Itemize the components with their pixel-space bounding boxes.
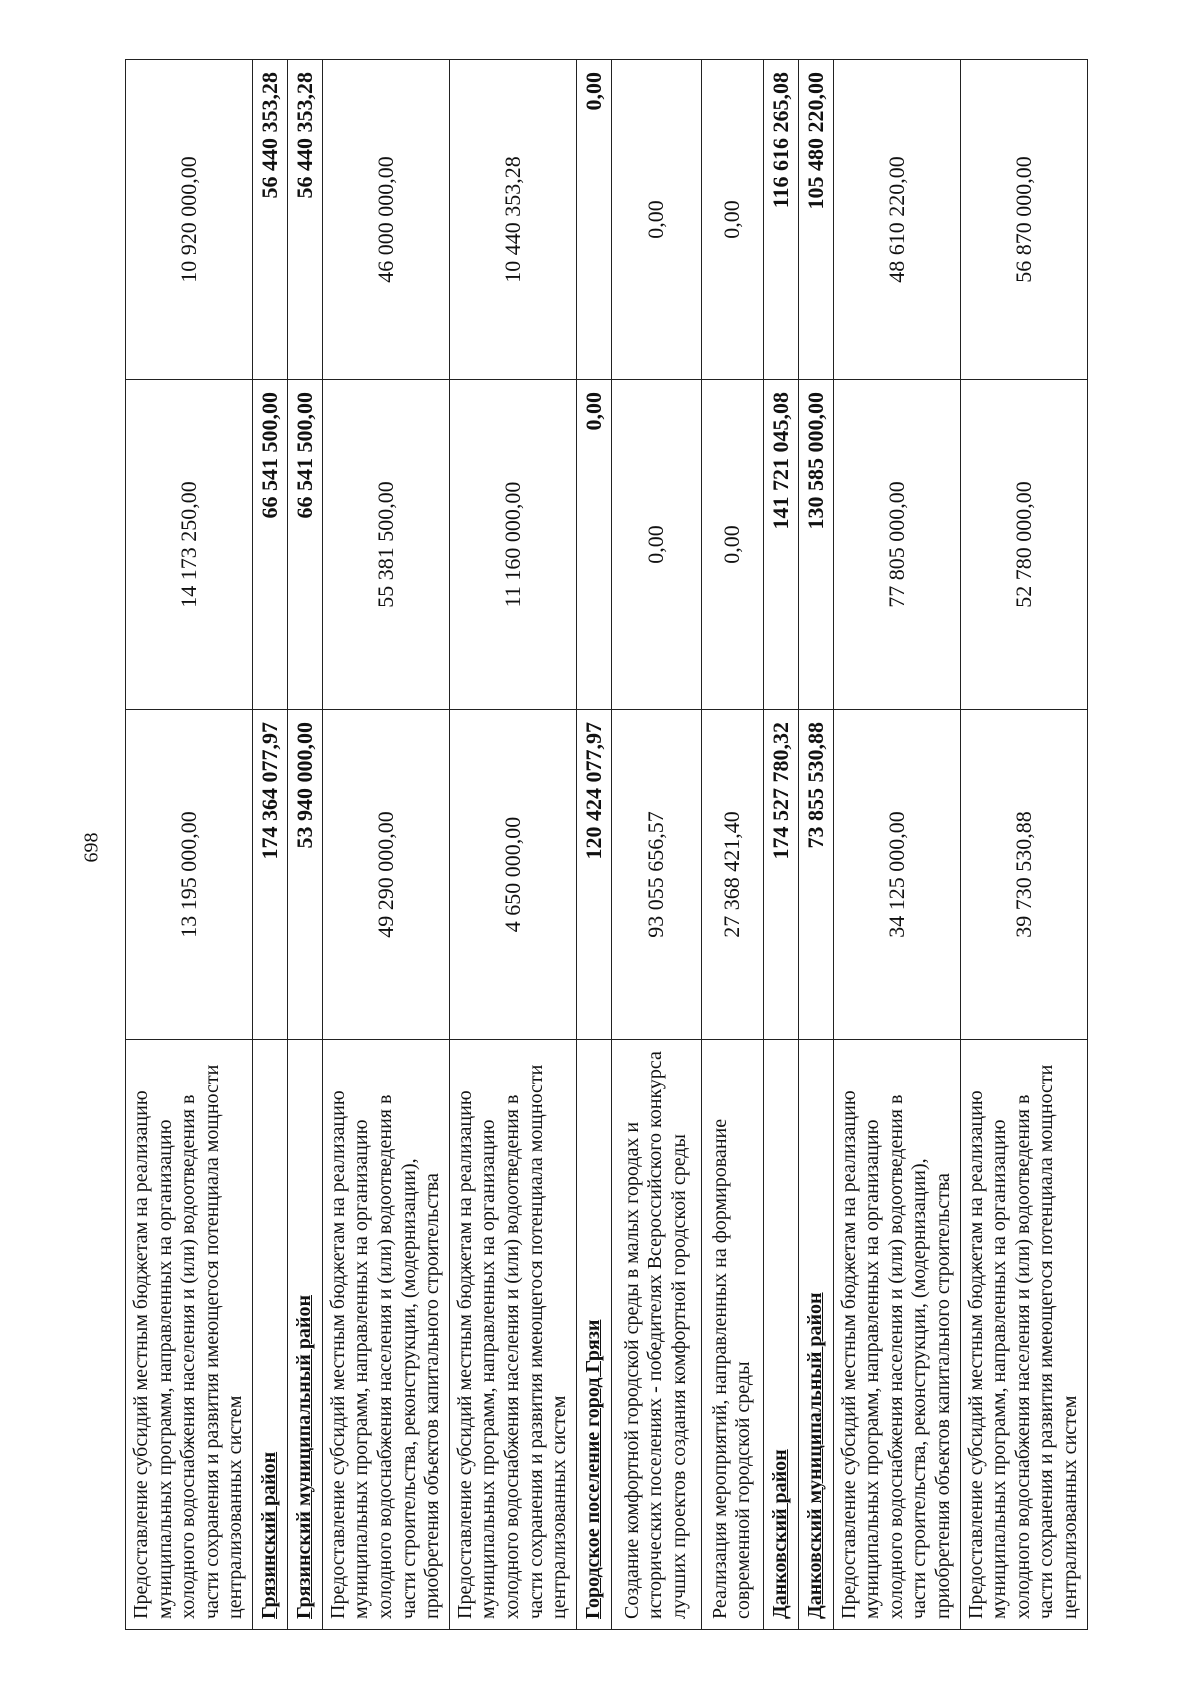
table-row bbox=[322, 60, 449, 1630]
row-value-2: 66 541 500,00 bbox=[287, 380, 322, 710]
table-row bbox=[126, 60, 253, 1630]
row-value-1: 73 855 530,88 bbox=[798, 710, 833, 1040]
row-value-2: 0,00 bbox=[701, 380, 763, 710]
page-number: 698 bbox=[80, 832, 103, 863]
row-description: Реализация мероприятий, направленных на формирование современной городской среды bbox=[701, 1040, 763, 1630]
row-value-1: 174 364 077,97 bbox=[252, 710, 287, 1040]
table-row bbox=[287, 60, 322, 1630]
row-value-2: 14 173 250,00 bbox=[126, 380, 253, 710]
row-value-3: 10 920 000,00 bbox=[126, 60, 253, 380]
row-value-3: 56 440 353,28 bbox=[287, 60, 322, 380]
budget-table bbox=[125, 59, 1088, 1630]
row-description: Предоставление субсидий местным бюджетам на реализацию муниципальных программ, направленных на организацию холодного водоснабжения населения и (или) водоотведения в части строительства, реконструкции, (модернизации), приобретения объектов капитального строительства bbox=[322, 1040, 449, 1630]
row-description: Предоставление субсидий местным бюджетам на реализацию муниципальных программ, направленных на организацию холодного водоснабжения населения и (или) водоотведения в части строительства, реконструкции, (модернизации), приобретения объектов капитального строительства bbox=[833, 1040, 960, 1630]
row-value-1: 53 940 000,00 bbox=[287, 710, 322, 1040]
row-value-1: 27 368 421,40 bbox=[701, 710, 763, 1040]
row-value-1: 174 527 780,32 bbox=[763, 710, 798, 1040]
row-value-1: 4 650 000,00 bbox=[449, 710, 576, 1040]
row-description: Предоставление субсидий местным бюджетам на реализацию муниципальных программ, направленных на организацию холодного водоснабжения населения и (или) водоотведения в части сохранения и развития имеющегося потенциала мощности централизованных систем bbox=[449, 1040, 576, 1630]
budget-table-wrapper bbox=[125, 60, 1082, 1630]
budget-table-body bbox=[126, 60, 1088, 1630]
row-value-1: 39 730 530,88 bbox=[960, 710, 1087, 1040]
row-value-1: 120 424 077,97 bbox=[576, 710, 611, 1040]
table-row bbox=[576, 60, 611, 1630]
row-description: Данковский муниципальный район bbox=[798, 1040, 833, 1630]
row-value-2: 52 780 000,00 bbox=[960, 380, 1087, 710]
row-value-3: 56 870 000,00 bbox=[960, 60, 1087, 380]
table-row bbox=[701, 60, 763, 1630]
table-row bbox=[449, 60, 576, 1630]
row-value-3: 0,00 bbox=[701, 60, 763, 380]
row-value-1: 93 055 656,57 bbox=[611, 710, 701, 1040]
row-value-3: 0,00 bbox=[611, 60, 701, 380]
row-value-3: 56 440 353,28 bbox=[252, 60, 287, 380]
row-value-2: 130 585 000,00 bbox=[798, 380, 833, 710]
row-value-3: 116 616 265,08 bbox=[763, 60, 798, 380]
table-row bbox=[960, 60, 1087, 1630]
row-value-2: 0,00 bbox=[576, 380, 611, 710]
table-row bbox=[252, 60, 287, 1630]
row-description: Предоставление субсидий местным бюджетам на реализацию муниципальных программ, направленных на организацию холодного водоснабжения населения и (или) водоотведения в части сохранения и развития имеющегося потенциала мощности централизованных систем bbox=[960, 1040, 1087, 1630]
row-value-1: 13 195 000,00 bbox=[126, 710, 253, 1040]
row-description: Городское поселение город Грязи bbox=[576, 1040, 611, 1630]
row-description: Грязинский район bbox=[252, 1040, 287, 1630]
table-row bbox=[611, 60, 701, 1630]
row-value-3: 46 000 000,00 bbox=[322, 60, 449, 380]
row-value-2: 141 721 045,08 bbox=[763, 380, 798, 710]
row-value-2: 0,00 bbox=[611, 380, 701, 710]
row-value-3: 48 610 220,00 bbox=[833, 60, 960, 380]
row-description: Предоставление субсидий местным бюджетам на реализацию муниципальных программ, направленных на организацию холодного водоснабжения населения и (или) водоотведения в части сохранения и развития имеющегося потенциала мощности централизованных систем bbox=[126, 1040, 253, 1630]
row-value-2: 66 541 500,00 bbox=[252, 380, 287, 710]
row-value-3: 0,00 bbox=[576, 60, 611, 380]
row-description: Создание комфортной городской среды в малых городах и исторических поселениях - победителях Всероссийского конкурса лучших проектов создания комфортной городской среды bbox=[611, 1040, 701, 1630]
row-description: Грязинский муниципальный район bbox=[287, 1040, 322, 1630]
row-description: Данковский район bbox=[763, 1040, 798, 1630]
row-value-1: 34 125 000,00 bbox=[833, 710, 960, 1040]
row-value-2: 77 805 000,00 bbox=[833, 380, 960, 710]
table-row bbox=[798, 60, 833, 1630]
row-value-3: 105 480 220,00 bbox=[798, 60, 833, 380]
row-value-1: 49 290 000,00 bbox=[322, 710, 449, 1040]
row-value-2: 55 381 500,00 bbox=[322, 380, 449, 710]
row-value-3: 10 440 353,28 bbox=[449, 60, 576, 380]
row-value-2: 11 160 000,00 bbox=[449, 380, 576, 710]
table-row bbox=[763, 60, 798, 1630]
table-row bbox=[833, 60, 960, 1630]
